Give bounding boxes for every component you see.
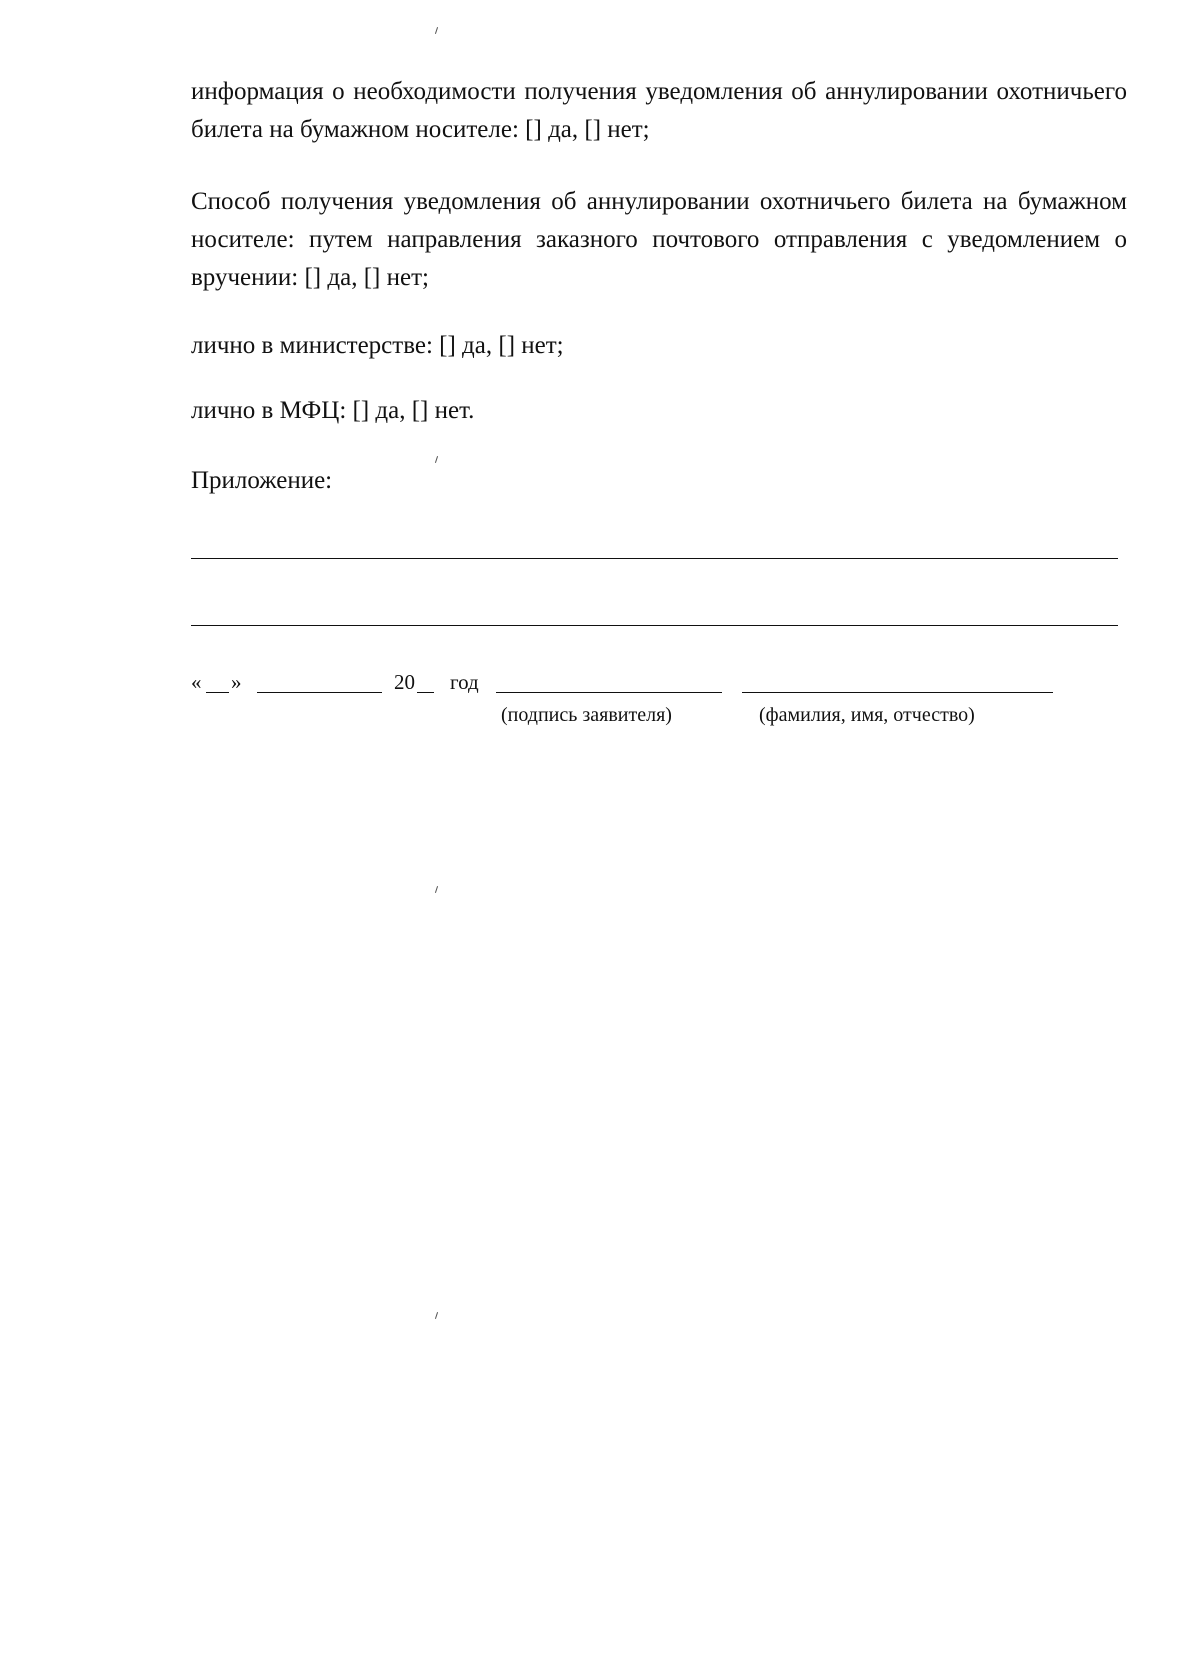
day-blank — [206, 692, 229, 693]
signature-caption: (подпись заявителя) — [501, 704, 672, 726]
scan-mark — [435, 886, 438, 893]
delivery-method-paragraph: Способ получения уведомления об аннулировании охотничьего билета на бумажном носителе: путем направления заказного почтового отправления с уведомлением о вручении: [] да, [] нет; — [191, 188, 1127, 291]
attachment-line-2 — [191, 625, 1118, 626]
in-ministry-paragraph: лично в министерстве: [] да, [] нет; — [191, 332, 564, 359]
date-open-quote: « — [191, 670, 202, 694]
signature-row — [191, 668, 1091, 702]
attachment-label: Приложение: — [191, 467, 333, 494]
scan-mark — [435, 27, 438, 34]
date-close-quote: » — [231, 670, 242, 694]
year-prefix: 20 — [394, 670, 415, 694]
year-blank — [417, 692, 434, 693]
month-blank — [257, 692, 382, 693]
in-mfc-paragraph: лично в МФЦ: [] да, [] нет. — [191, 397, 475, 424]
scan-mark — [435, 1312, 438, 1319]
year-word: год — [450, 670, 479, 694]
signature-blank — [496, 692, 722, 693]
attachment-line-1 — [191, 558, 1118, 559]
paper-notice-paragraph: информация о необходимости получения уведомления об аннулировании охотничьего билета на бумажном носителе: [] да, [] нет; — [191, 78, 1127, 143]
full-name-blank — [742, 692, 1053, 693]
full-name-caption: (фамилия, имя, отчество) — [759, 704, 975, 726]
